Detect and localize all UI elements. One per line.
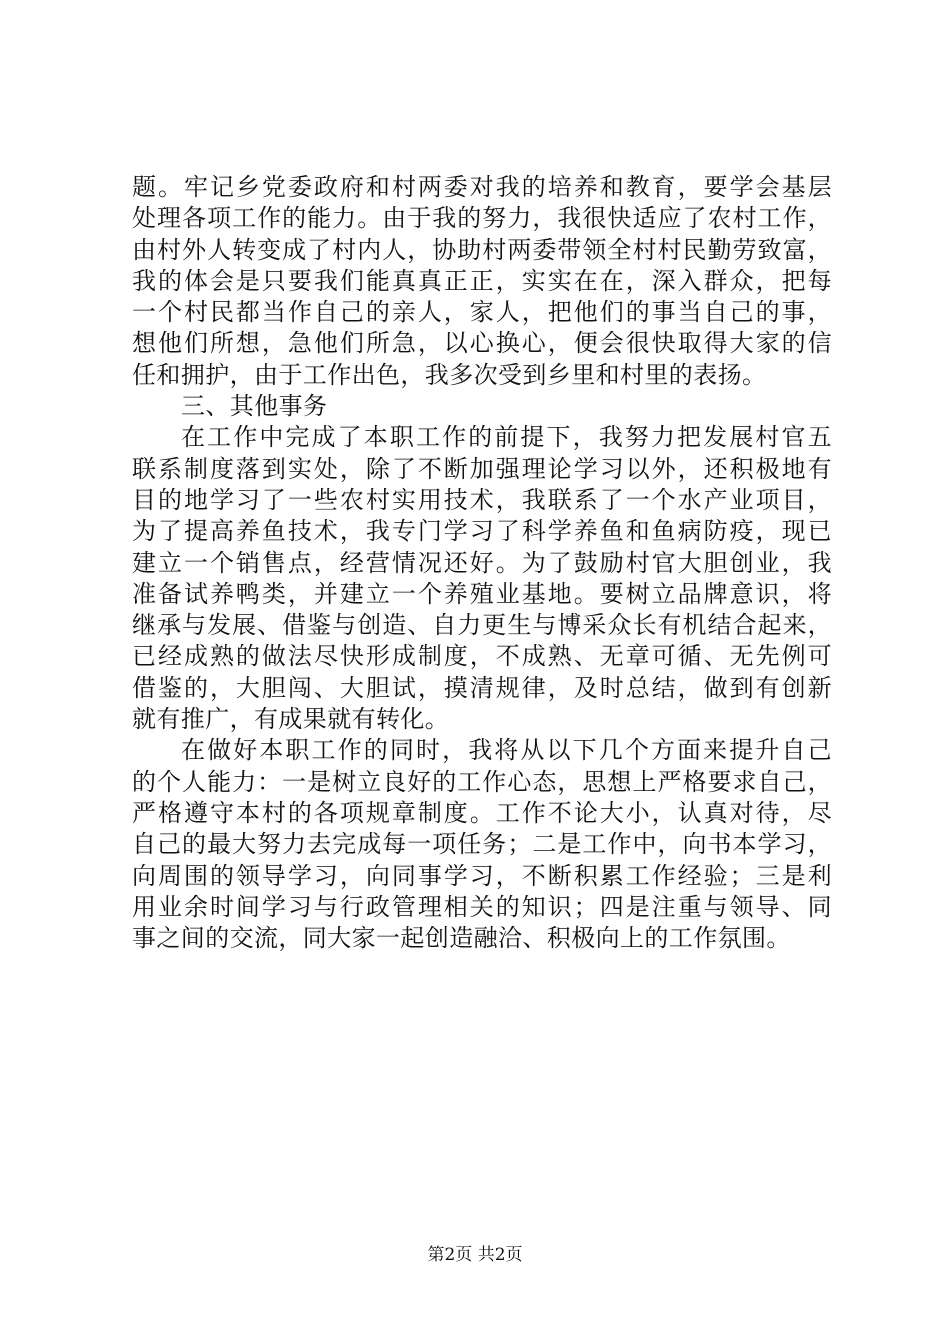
text-line: 由村外人转变成了村内人，协助村两委带领全村村民勤劳致富，	[132, 235, 832, 264]
text-line: 一个村民都当作自己的亲人，家人，把他们的事当自己的事，	[132, 298, 832, 327]
text-line: 借鉴的，大胆闯、大胆试，摸清规律，及时总结，做到有创新	[132, 673, 832, 702]
text-line: 自己的最大努力去完成每一项任务；二是工作中，向书本学习，	[132, 830, 832, 859]
text-line: 任和拥护，由于工作出色，我多次受到乡里和村里的表扬。	[132, 360, 767, 389]
text-line: 准备试养鸭类，并建立一个养殖业基地。要树立品牌意识，将	[132, 579, 832, 608]
text-line: 题。牢记乡党委政府和村两委对我的培养和教育，要学会基层	[132, 173, 832, 201]
text-line: 目的地学习了一些农村实用技术，我联系了一个水产业项目，	[132, 485, 832, 514]
text-line: 就有推广，有成果就有转化。	[132, 705, 450, 734]
text-line: 在工作中完成了本职工作的前提下，我努力把发展村官五	[181, 423, 832, 452]
text-line: 严格遵守本村的各项规章制度。工作不论大小，认真对待，尽	[132, 798, 832, 827]
text-line: 建立一个销售点，经营情况还好。为了鼓励村官大胆创业，我	[132, 548, 832, 577]
text-line: 用业余时间学习与行政管理相关的知识；四是注重与领导、同	[132, 892, 832, 921]
text-line: 联系制度落到实处，除了不断加强理论学习以外，还积极地有	[132, 454, 832, 483]
text-line: 为了提高养鱼技术，我专门学习了科学养鱼和鱼病防疫，现已	[132, 517, 832, 546]
section-heading: 三、其他事务	[181, 392, 328, 421]
text-line: 处理各项工作的能力。由于我的努力，我很快适应了农村工作，	[132, 204, 832, 233]
text-line: 已经成熟的做法尽快形成制度，不成熟、无章可循、无先例可	[132, 642, 832, 671]
document-body	[132, 172, 832, 954]
text-line: 在做好本职工作的同时，我将从以下几个方面来提升自己	[181, 736, 832, 765]
text-line: 的个人能力：一是树立良好的工作心态，思想上严格要求自己，	[132, 767, 832, 796]
text-line: 向周围的领导学习，向同事学习，不断积累工作经验；三是利	[132, 861, 832, 890]
page-footer: 第2页 共2页	[427, 1245, 523, 1265]
text-line: 继承与发展、借鉴与创造、自力更生与博采众长有机结合起来，	[132, 611, 832, 640]
text-line: 想他们所想，急他们所急，以心换心，便会很快取得大家的信	[132, 329, 832, 358]
text-line: 事之间的交流，同大家一起创造融洽、积极向上的工作氛围。	[132, 924, 791, 953]
text-line: 我的体会是只要我们能真真正正，实实在在，深入群众，把每	[132, 266, 832, 295]
